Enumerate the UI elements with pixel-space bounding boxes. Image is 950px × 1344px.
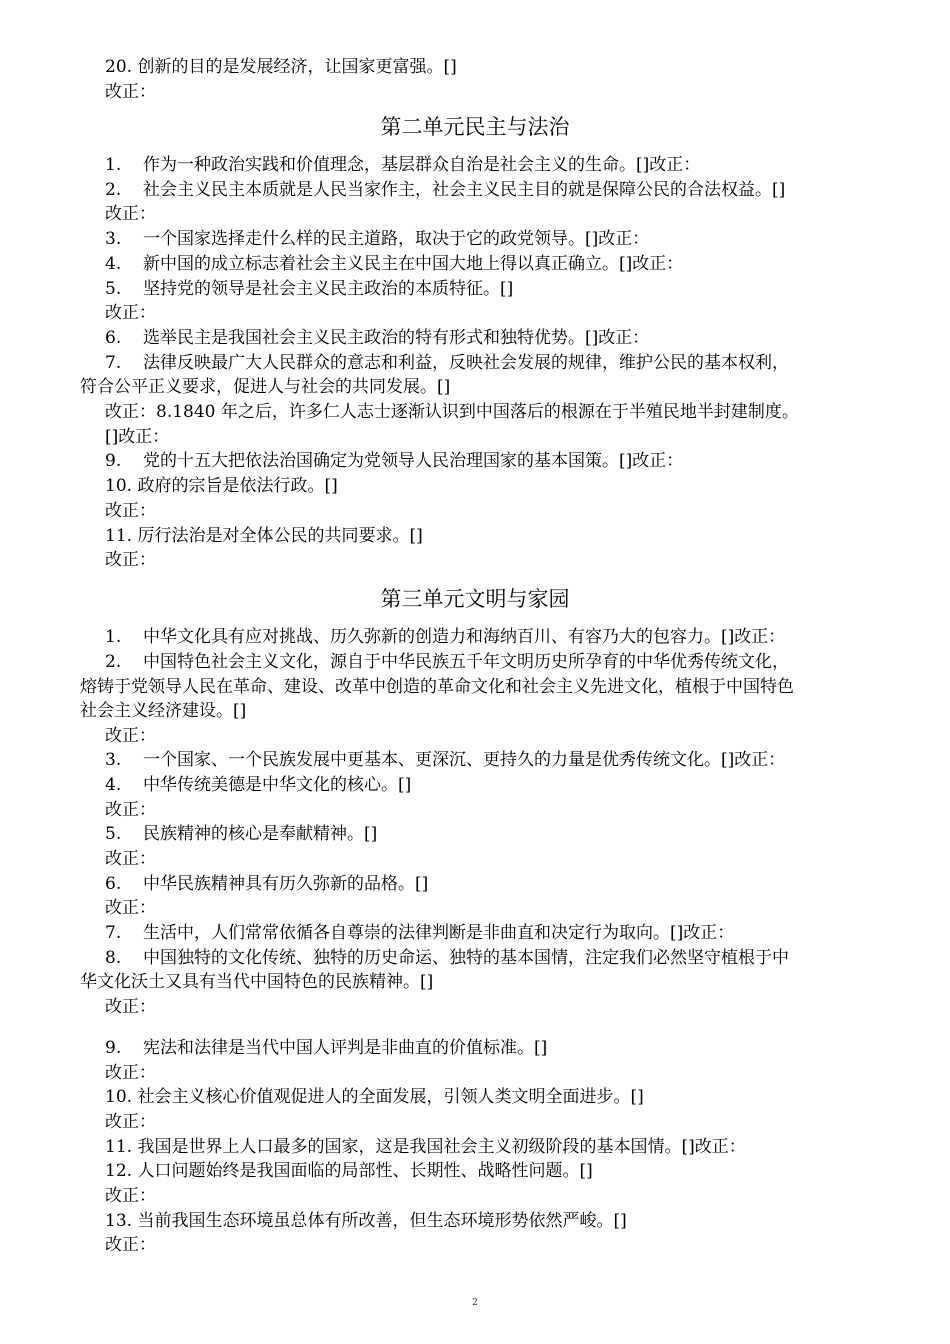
text-line: 改正： <box>105 82 156 102</box>
question-number: 9. <box>105 451 122 471</box>
section-heading: 第二单元民主与法治 <box>380 115 570 139</box>
question-text: 一个国家、一个民族发展中更基本、更深沉、更持久的力量是优秀传统文化。[]改正： <box>143 750 786 770</box>
text-line: 改正： <box>105 1235 156 1255</box>
continuation-line: 熔铸于党领导人民在革命、建设、改革中创造的革命文化和社会主义先进文化，植根于中国特色 <box>80 677 794 697</box>
question-text: 宪法和法律是当代中国人评判是非曲直的价值标准。[] <box>143 1038 548 1058</box>
question-number: 8. <box>105 948 122 968</box>
question-text: 社会主义民主本质就是人民当家作主，社会主义民主目的就是保障公民的合法权益。[] <box>143 180 786 200</box>
text-line: 20. 创新的目的是发展经济，让国家更富强。[] <box>105 57 457 77</box>
question-text: 作为一种政治实践和价值理念，基层群众自治是社会主义的生命。[]改正： <box>143 155 701 175</box>
question-line <box>105 277 875 302</box>
continuation-line: 社会主义经济建设。[] <box>80 701 247 721</box>
question-text: 中国特色社会主义文化，源自于中华民族五千年文明历史所孕育的中华优秀传统文化， <box>143 652 789 672</box>
text-line: 改正： <box>105 800 156 820</box>
question-number: 9. <box>105 1038 122 1058</box>
text-line: 12. 人口问题始终是我国面临的局部性、长期性、战略性问题。[] <box>105 1161 593 1181</box>
question-line <box>105 946 875 971</box>
text-line: 改正： <box>105 501 156 521</box>
text-line: 10. 社会主义核心价值观促进人的全面发展，引领人类文明全面进步。[] <box>105 1087 644 1107</box>
question-text: 中华文化具有应对挑战、历久弥新的创造力和海纳百川、有容乃大的包容力。[]改正： <box>143 627 786 647</box>
question-number: 6. <box>105 874 122 894</box>
question-line <box>105 178 875 203</box>
continuation-line: 符合公平正义要求，促进人与社会的共同发展。[] <box>80 377 451 397</box>
question-text: 中国独特的文化传统、独特的历史命运、独特的基本国情，注定我们必然坚守植根于中 <box>143 948 789 968</box>
text-line: 10. 政府的宗旨是依法行政。[] <box>105 476 338 496</box>
question-line <box>105 625 875 650</box>
text-line: []改正： <box>105 427 170 447</box>
question-number: 1. <box>105 627 122 647</box>
question-number: 5. <box>105 279 122 299</box>
question-text: 坚持党的领导是社会主义民主政治的本质特征。[] <box>143 279 514 299</box>
text-line: 改正： <box>105 898 156 918</box>
question-line <box>105 227 875 252</box>
text-line: 改正： <box>105 204 156 224</box>
question-line <box>105 748 875 773</box>
question-number: 3. <box>105 229 122 249</box>
question-line <box>105 449 875 474</box>
text-line: 11. 我国是世界上人口最多的国家，这是我国社会主义初级阶段的基本国情。[]改正： <box>105 1137 746 1157</box>
text-line: 改正： <box>105 849 156 869</box>
question-number: 7. <box>105 923 122 943</box>
text-line: 13. 当前我国生态环境虽总体有所改善，但生态环境形势依然严峻。[] <box>105 1211 627 1231</box>
question-number: 6. <box>105 328 122 348</box>
question-line <box>105 153 875 178</box>
question-line <box>105 921 875 946</box>
question-text: 新中国的成立标志着社会主义民主在中国大地上得以真正确立。[]改正： <box>143 254 684 274</box>
text-line: 改正： <box>105 550 156 570</box>
question-line <box>105 1036 875 1061</box>
text-line: 改正： <box>105 726 156 746</box>
question-number: 7. <box>105 353 122 373</box>
section-heading: 第三单元文明与家园 <box>380 587 570 611</box>
question-line <box>105 326 875 351</box>
question-text: 中华传统美德是中华文化的核心。[] <box>143 775 412 795</box>
question-number: 5. <box>105 824 122 844</box>
continuation-line: 华文化沃土又具有当代中国特色的民族精神。[] <box>80 972 434 992</box>
question-line <box>105 822 875 847</box>
text-line: 改正： <box>105 303 156 323</box>
text-line: 改正： <box>105 1112 156 1132</box>
question-text: 生活中，人们常常依循各自尊崇的法律判断是非曲直和决定行为取向。[]改正： <box>143 923 735 943</box>
page-number: 2 <box>472 1298 478 1308</box>
question-number: 3. <box>105 750 122 770</box>
question-text: 民族精神的核心是奉献精神。[] <box>143 824 378 844</box>
question-text: 党的十五大把依法治国确定为党领导人民治理国家的基本国策。[]改正： <box>143 451 684 471</box>
question-number: 4. <box>105 775 122 795</box>
text-line: 改正： <box>105 1063 156 1083</box>
question-line <box>105 773 875 798</box>
question-number: 2. <box>105 180 122 200</box>
question-text: 一个国家选择走什么样的民主道路，取决于它的政党领导。[]改正： <box>143 229 650 249</box>
question-line <box>105 351 875 376</box>
text-line: 11. 厉行法治是对全体公民的共同要求。[] <box>105 526 423 546</box>
question-line <box>105 872 875 897</box>
question-text: 中华民族精神具有历久弥新的品格。[] <box>143 874 429 894</box>
text-line: 改正： <box>105 1186 156 1206</box>
question-number: 2. <box>105 652 122 672</box>
question-number: 1. <box>105 155 122 175</box>
question-text: 法律反映最广大人民群众的意志和利益，反映社会发展的规律，维护公民的基本权利， <box>143 353 789 373</box>
question-text: 选举民主是我国社会主义民主政治的特有形式和独特优势。[]改正： <box>143 328 650 348</box>
text-line: 改正：8.1840 年之后，许多仁人志士逐渐认识到中国落后的根源在于半殖民地半封建制度。 <box>105 402 799 422</box>
question-number: 4. <box>105 254 122 274</box>
question-line <box>105 650 875 675</box>
question-line <box>105 252 875 277</box>
text-line: 改正： <box>105 997 156 1017</box>
